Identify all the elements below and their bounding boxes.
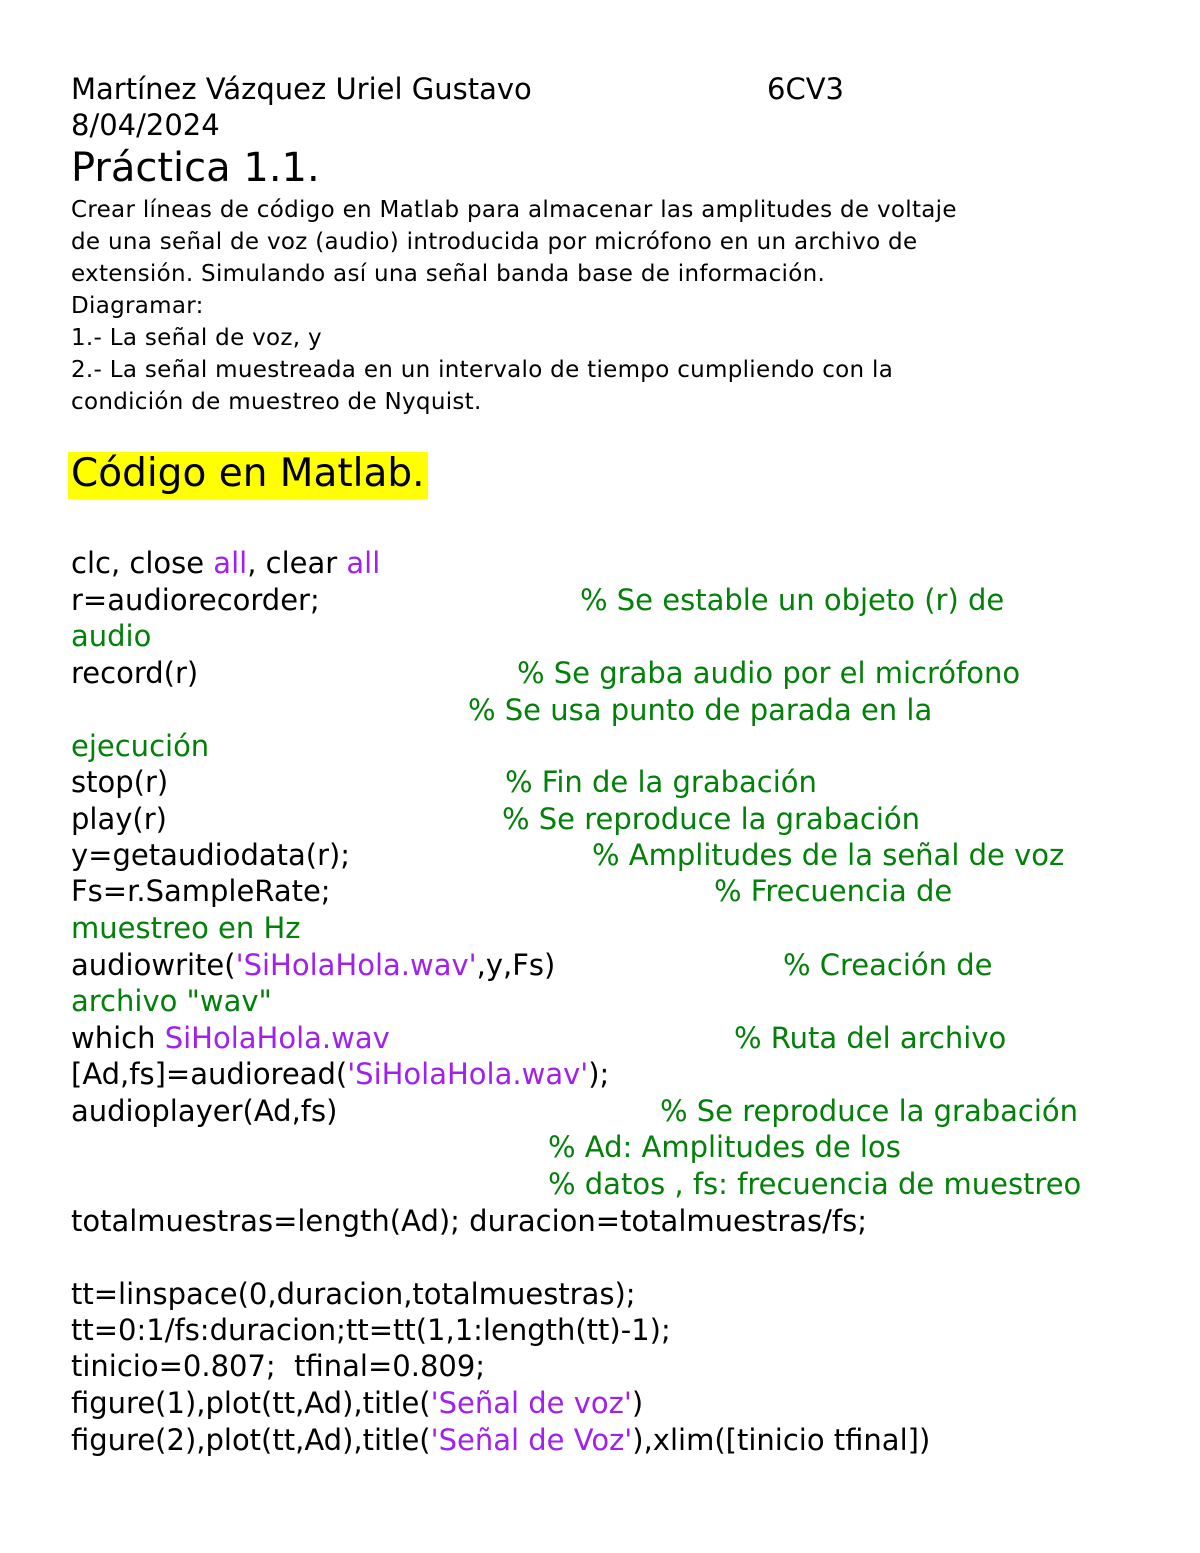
code-line <box>71 1057 610 1091</box>
code-line <box>71 1021 390 1055</box>
description-line: Diagramar: <box>71 293 204 319</box>
keyword: all <box>346 546 381 580</box>
code-comment: % Frecuencia de <box>714 874 953 908</box>
description-line: condición de muestreo de Nyquist. <box>71 389 482 415</box>
code-line <box>71 948 556 982</box>
string-literal: SiHolaHola.wav <box>164 1021 390 1055</box>
code-line: totalmuestras=length(Ad); duracion=totalmuestras/fs; <box>71 1204 867 1238</box>
code-comment: % Se reproduce la grabación <box>502 802 921 836</box>
description-line: extensión. Simulando así una señal banda base de información. <box>71 261 826 287</box>
code-text: [Ad,fs]=audioread( <box>71 1057 348 1091</box>
code-text: , clear <box>247 546 347 580</box>
string-literal: 'Señal de Voz' <box>430 1423 633 1457</box>
string-literal: 'Señal de voz' <box>430 1386 632 1420</box>
code-line <box>71 1386 644 1420</box>
code-text: clc, close <box>71 546 214 580</box>
code-text: ) <box>631 1386 644 1420</box>
code-line <box>71 546 381 580</box>
code-text: audiowrite( <box>71 948 236 982</box>
code-comment: % datos , fs: frecuencia de muestreo <box>548 1167 1082 1201</box>
code-heading: Código en Matlab. <box>68 452 428 499</box>
code-line: tinicio=0.807; tfinal=0.809; <box>71 1349 486 1383</box>
code-text: figure(1),plot(tt,Ad),title( <box>71 1386 431 1420</box>
code-comment: % Creación de <box>783 948 993 982</box>
practice-title: Práctica 1.1. <box>71 145 320 191</box>
author-name: Martínez Vázquez Uriel Gustavo <box>71 72 532 106</box>
code-line: r=audiorecorder; <box>71 583 320 617</box>
code-line <box>71 1423 931 1457</box>
string-literal: 'SiHolaHola.wav' <box>347 1057 589 1091</box>
code-comment: archivo "wav" <box>71 984 272 1018</box>
description-line: 2.- La señal muestreada en un intervalo de tiempo cumpliendo con la <box>71 357 894 383</box>
code-comment: % Se reproduce la grabación <box>660 1094 1079 1128</box>
code-comment: % Ad: Amplitudes de los <box>548 1130 901 1164</box>
string-literal: 'SiHolaHola.wav' <box>235 948 477 982</box>
keyword: all <box>213 546 248 580</box>
code-comment: muestreo en Hz <box>71 911 301 945</box>
code-comment: % Se estable un objeto (r) de <box>580 583 1005 617</box>
code-comment: % Se usa punto de parada en la <box>468 693 933 727</box>
code-line: play(r) <box>71 802 167 836</box>
code-text: ); <box>588 1057 610 1091</box>
code-line: tt=linspace(0,duracion,totalmuestras); <box>71 1277 636 1311</box>
code-comment: audio <box>71 619 152 653</box>
date: 8/04/2024 <box>71 108 220 142</box>
description-line: 1.- La señal de voz, y <box>71 325 322 351</box>
code-line: stop(r) <box>71 765 169 799</box>
code-line: Fs=r.SampleRate; <box>71 874 331 908</box>
code-text: which <box>71 1021 165 1055</box>
code-comment: ejecución <box>71 729 210 763</box>
code-text: ,y,Fs) <box>476 948 556 982</box>
code-comment: % Se graba audio por el micrófono <box>517 656 1021 690</box>
description-line: Crear líneas de código en Matlab para almacenar las amplitudes de voltaje <box>71 197 957 223</box>
code-text: ),xlim([tinicio tfinal]) <box>632 1423 931 1457</box>
code-text: figure(2),plot(tt,Ad),title( <box>71 1423 431 1457</box>
code-line: tt=0:1/fs:duracion;tt=tt(1,1:length(tt)-1); <box>71 1313 671 1347</box>
group-code: 6CV3 <box>767 72 844 106</box>
description-line: de una señal de voz (audio) introducida por micrófono en un archivo de <box>71 229 918 255</box>
code-comment: % Ruta del archivo <box>734 1021 1007 1055</box>
code-line: record(r) <box>71 656 199 690</box>
code-comment: % Fin de la grabación <box>505 765 817 799</box>
code-line: audioplayer(Ad,fs) <box>71 1094 338 1128</box>
code-comment: % Amplitudes de la señal de voz <box>592 838 1065 872</box>
code-line: y=getaudiodata(r); <box>71 838 351 872</box>
